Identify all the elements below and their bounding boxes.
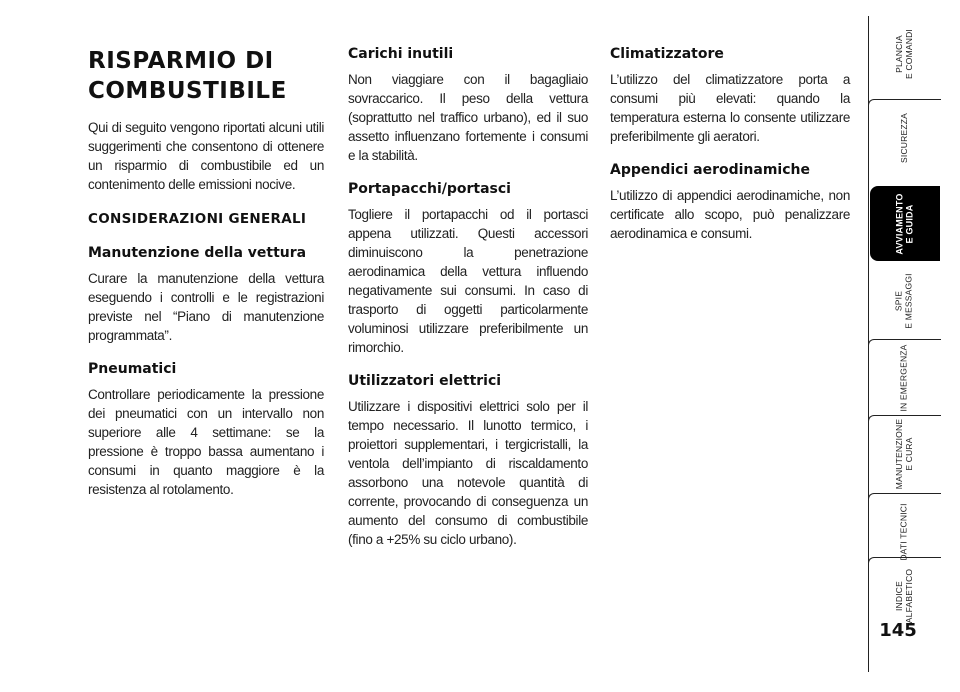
tab-avviamento-guida[interactable] bbox=[870, 186, 940, 261]
tab-spie-messaggi[interactable] bbox=[868, 263, 940, 338]
column-middle bbox=[348, 44, 588, 549]
tab-label: AVVIAMENTO E GUIDA bbox=[895, 192, 915, 255]
manutenzione-heading: Manutenzione della vettura bbox=[88, 245, 307, 261]
manutenzione-paragraph: Curare la manutenzione della vettura eseguendo i controlli e le registrazioni previste nel “Piano di manutenzione programmata”. bbox=[88, 271, 324, 343]
carichi-heading: Carichi inutili bbox=[348, 46, 454, 62]
page-number-line bbox=[868, 612, 869, 672]
tab-manutenzione-cura[interactable] bbox=[868, 416, 940, 491]
tab-label: INDICE ALFABETICO bbox=[894, 568, 914, 623]
pneumatici-paragraph: Controllare periodicamente la pressione dei pneumatici con un intervallo non superiore alle 4 settimane: se la pressione è troppo bassa aumentano i consumi in quanto maggiore è la resistenza al rotolamento. bbox=[88, 387, 324, 497]
climatizzatore-paragraph: L’utilizzo del climatizzatore porta a consumi più elevati: quando la temperatura esterna lo consente utilizzare preferibilmente gli aeratori. bbox=[610, 72, 850, 144]
appendici-paragraph: L’utilizzo di appendici aerodinamiche, non certificate allo scopo, può penalizzare aerodinamica e consumi. bbox=[610, 188, 850, 241]
tab-sicurezza[interactable] bbox=[868, 100, 940, 175]
intro-paragraph: Qui di seguito vengono riportati alcuni utili suggerimenti che consentono di ottenere un risparmio di combustibile ed un contenimento delle emissioni nocive. bbox=[88, 120, 324, 192]
pneumatici-heading: Pneumatici bbox=[88, 361, 177, 377]
tab-label: SICUREZZA bbox=[898, 112, 909, 163]
page-title: RISPARMIO DI COMBUSTIBILE bbox=[88, 48, 287, 104]
tab-label: MANUTENZIONE E CURA bbox=[894, 418, 914, 489]
carichi-paragraph: Non viaggiare con il bagagliaio sovraccarico. Il peso della vettura (soprattutto nel traffico urbano), ed il suo assetto influenzano fortemente i consumi e la stabilità. bbox=[348, 72, 588, 163]
utilizzatori-heading: Utilizzatori elettrici bbox=[348, 373, 502, 389]
portapacchi-heading: Portapacchi/portasci bbox=[348, 181, 511, 197]
section-title: CONSIDERAZIONI GENERALI bbox=[88, 211, 307, 227]
utilizzatori-paragraph: Utilizzare i dispositivi elettrici solo per il tempo necessario. Il lunotto termico, i proiettori supplementari, i tergicristalli, la ventola dell’impianto di riscaldamento assorbono una notevole quantità di corrente, provocando di conseguenza un aumento del consumo di combustibile (fino a +25% su ciclo urbano). bbox=[348, 399, 588, 547]
tab-label: PLANCIA E COMANDI bbox=[893, 28, 914, 79]
portapacchi-paragraph: Togliere il portapacchi od il portasci appena utilizzati. Questi accessori diminuiscono la penetrazione aerodinamica della vettura influendo negativamente sui consumi. In caso di trasporto di oggetti particolarmente voluminosi utilizzare preferibilmente un rimorchio. bbox=[348, 207, 588, 355]
tab-label: SPIE E MESSAGGI bbox=[894, 272, 914, 329]
tab-plancia-comandi[interactable] bbox=[868, 16, 940, 91]
page-number: 145 bbox=[879, 620, 917, 641]
tab-in-emergenza[interactable] bbox=[868, 340, 940, 415]
column-left bbox=[88, 44, 324, 499]
tab-label: IN EMERGENZA bbox=[898, 343, 909, 412]
climatizzatore-heading: Climatizzatore bbox=[610, 46, 724, 62]
appendici-heading: Appendici aerodinamiche bbox=[610, 162, 810, 178]
column-right bbox=[610, 44, 850, 243]
tab-label: DATI TECNICI bbox=[899, 502, 909, 561]
